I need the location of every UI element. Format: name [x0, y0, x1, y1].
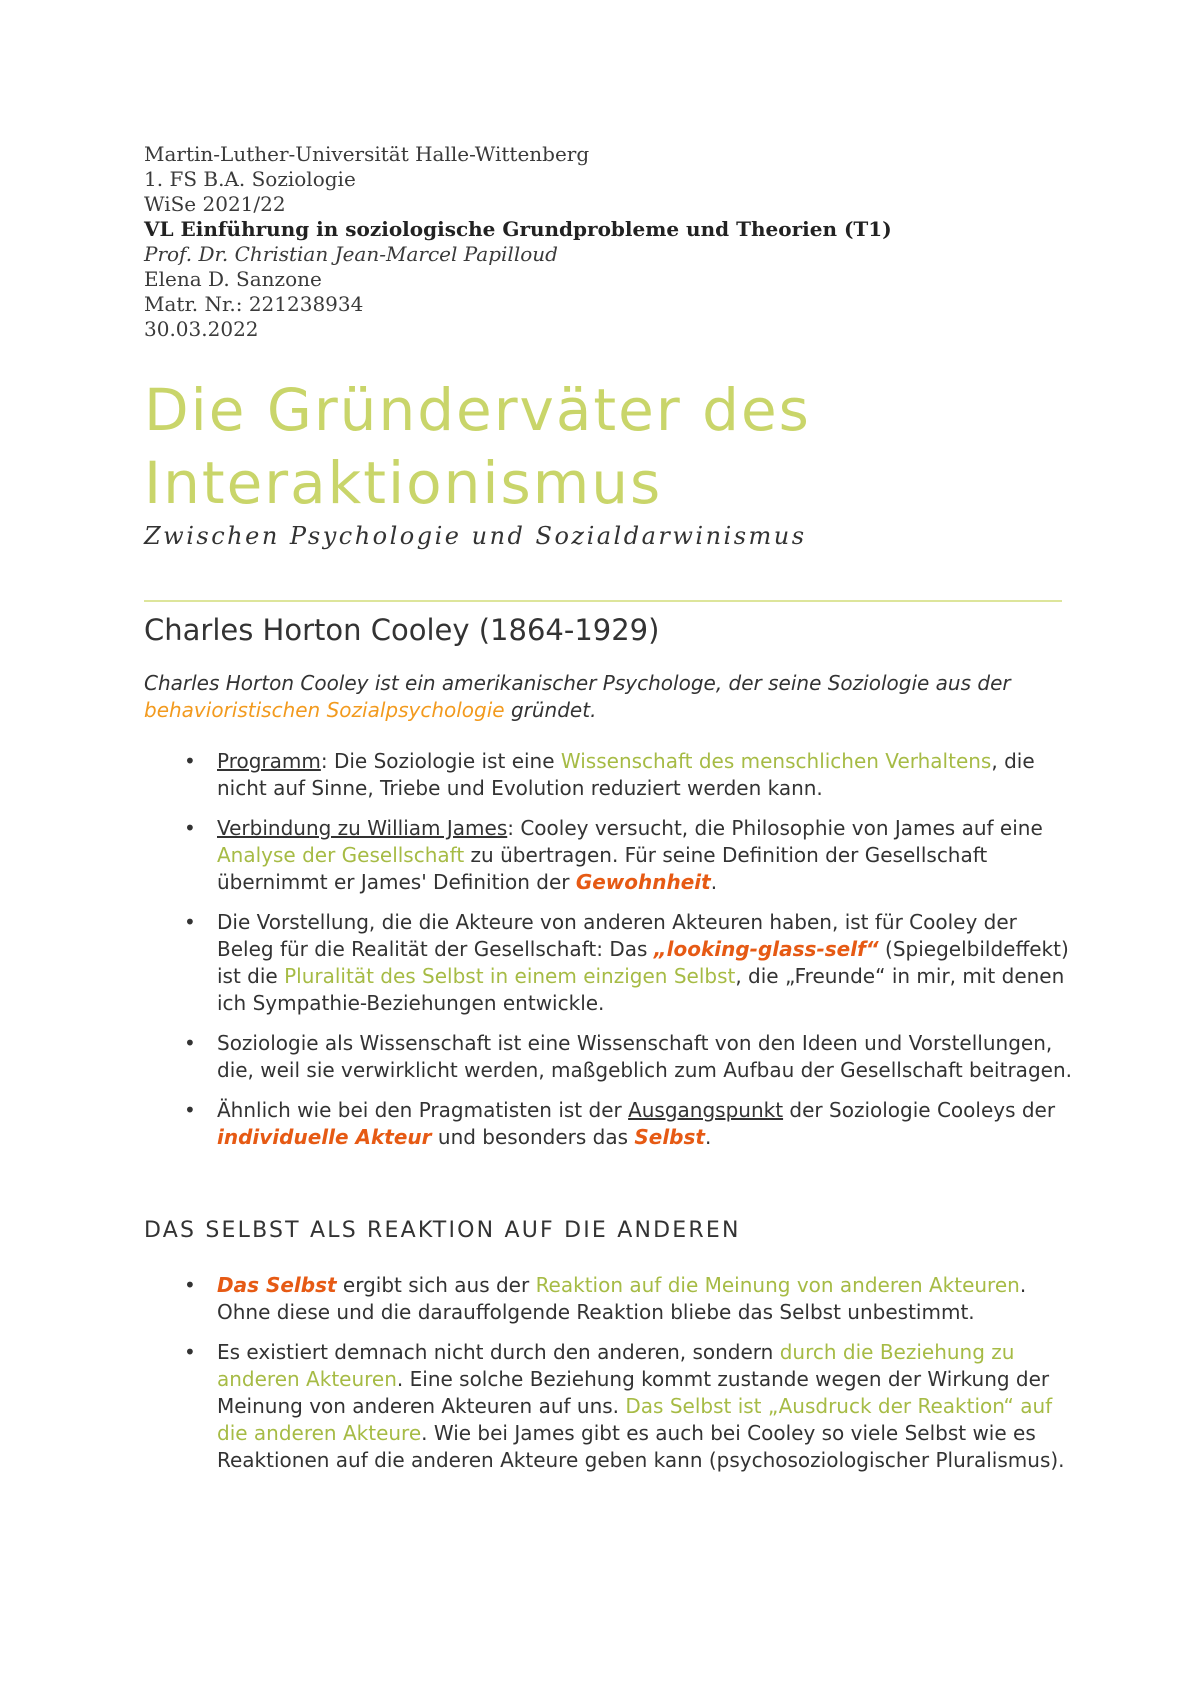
- underlined-term: Verbindung zu William James: [217, 816, 508, 840]
- section-heading-selbst: DAS SELBST ALS REAKTION AUF DIE ANDEREN: [144, 1218, 741, 1243]
- document-subtitle: Zwischen Psychologie und Sozialdarwinismus: [144, 522, 807, 550]
- text: , die „Freunde“ in mir, mit denen ich Sympathie-Beziehungen entwickle.: [217, 964, 1065, 1015]
- highlight: Analyse der Gesellschaft: [217, 843, 465, 867]
- underlined-term: Programm: [217, 749, 321, 773]
- text: Die Vorstellung, die die Akteure von anderen Akteuren haben, ist für Cooley der Beleg für die Realität der Gesellschaft: Das: [217, 910, 1017, 961]
- header-meta: [144, 142, 1104, 342]
- key-term: „looking-glass-self“: [653, 937, 879, 961]
- program: 1. FS B.A. Soziologie: [144, 167, 356, 191]
- text: zu übertragen. Für seine Definition der Gesellschaft übernimmt er James' Definition der: [217, 843, 988, 894]
- highlight: Wissenschaft des menschlichen Verhaltens: [560, 749, 992, 773]
- text: . Wie bei James gibt es auch bei Cooley so viele Selbst wie es Reaktionen auf die anderen Akteure geben kann (psychosoziologischer Pluralismus).: [217, 1421, 1065, 1472]
- text: . Eine solche Beziehung kommt zustande wegen der Wirkung der Meinung von anderen Akteuren auf uns.: [217, 1367, 1050, 1418]
- text: Soziologie als Wissenschaft ist eine Wissenschaft von den Ideen und Vorstellungen, die, weil sie verwirklicht werden, maßgeblich zum Aufbau der Gesellschaft beitragen.: [217, 1031, 1072, 1082]
- text: und besonders das: [431, 1125, 635, 1149]
- professor: Prof. Dr. Christian Jean-Marcel Papilloud: [144, 242, 558, 266]
- text: .: [704, 1125, 712, 1149]
- selbst-bullet-list: [144, 1272, 1074, 1487]
- university: Martin-Luther-Universität Halle-Wittenberg: [144, 142, 590, 166]
- key-term: Das Selbst: [217, 1273, 337, 1297]
- intro-paragraph: [144, 670, 1074, 724]
- intro-highlight: behavioristischen Sozialpsychologie: [144, 698, 505, 722]
- list-item: [144, 815, 1074, 896]
- intro-text-end: gründet.: [504, 698, 597, 722]
- list-item: [144, 1339, 1074, 1474]
- date: 30.03.2022: [144, 317, 259, 341]
- highlight: Reaktion auf die Meinung von anderen Akteuren: [535, 1273, 1020, 1297]
- section-heading-cooley: Charles Horton Cooley (1864-1929): [144, 613, 660, 647]
- underlined-term: Ausgangspunkt: [628, 1098, 784, 1122]
- text: der Soziologie Cooleys der: [783, 1098, 1056, 1122]
- text: , die nicht auf Sinne, Triebe und Evolution reduziert werden kann.: [217, 749, 1035, 800]
- text: Es existiert demnach nicht durch den anderen, sondern: [217, 1340, 780, 1364]
- highlight: durch die Beziehung zu anderen Akteuren: [217, 1340, 1015, 1391]
- title-line-2: Interaktionismus: [144, 449, 663, 517]
- text: Ähnlich wie bei den Pragmatisten ist der: [217, 1098, 629, 1122]
- text: (Spiegelbildeffekt) ist die: [217, 937, 1069, 988]
- semester: WiSe 2021/22: [144, 192, 286, 216]
- text: : Die Soziologie ist eine: [320, 749, 561, 773]
- matriculation-number: Matr. Nr.: 221238934: [144, 292, 364, 316]
- highlight: Das Selbst ist „Ausdruck der Reaktion“ auf die anderen Akteure: [217, 1394, 1053, 1445]
- highlight: Pluralität des Selbst in einem einzigen Selbst: [284, 964, 736, 988]
- key-term: Selbst: [634, 1125, 705, 1149]
- cooley-bullet-list: [144, 748, 1074, 1164]
- list-item: [144, 909, 1074, 1017]
- list-item: [144, 1097, 1074, 1151]
- title-line-1: Die Gründerväter des: [144, 376, 811, 444]
- document-title: [144, 374, 1104, 520]
- intro-text: Charles Horton Cooley ist ein amerikanischer Psychologe, der seine Soziologie aus der: [144, 671, 1011, 695]
- text: . Ohne diese und die darauffolgende Reaktion bliebe das Selbst unbestimmt.: [217, 1273, 1027, 1324]
- text: ergibt sich aus der: [336, 1273, 536, 1297]
- key-term: individuelle Akteur: [217, 1125, 432, 1149]
- divider: [144, 600, 1062, 602]
- list-item: [144, 1272, 1074, 1326]
- text: .: [710, 870, 718, 894]
- author: Elena D. Sanzone: [144, 267, 322, 291]
- list-item: [144, 1030, 1074, 1084]
- list-item: [144, 748, 1074, 802]
- key-term: Gewohnheit: [575, 870, 711, 894]
- text: : Cooley versucht, die Philosophie von James auf eine: [507, 816, 1043, 840]
- course-title: VL Einführung in soziologische Grundprobleme und Theorien (T1): [144, 217, 892, 241]
